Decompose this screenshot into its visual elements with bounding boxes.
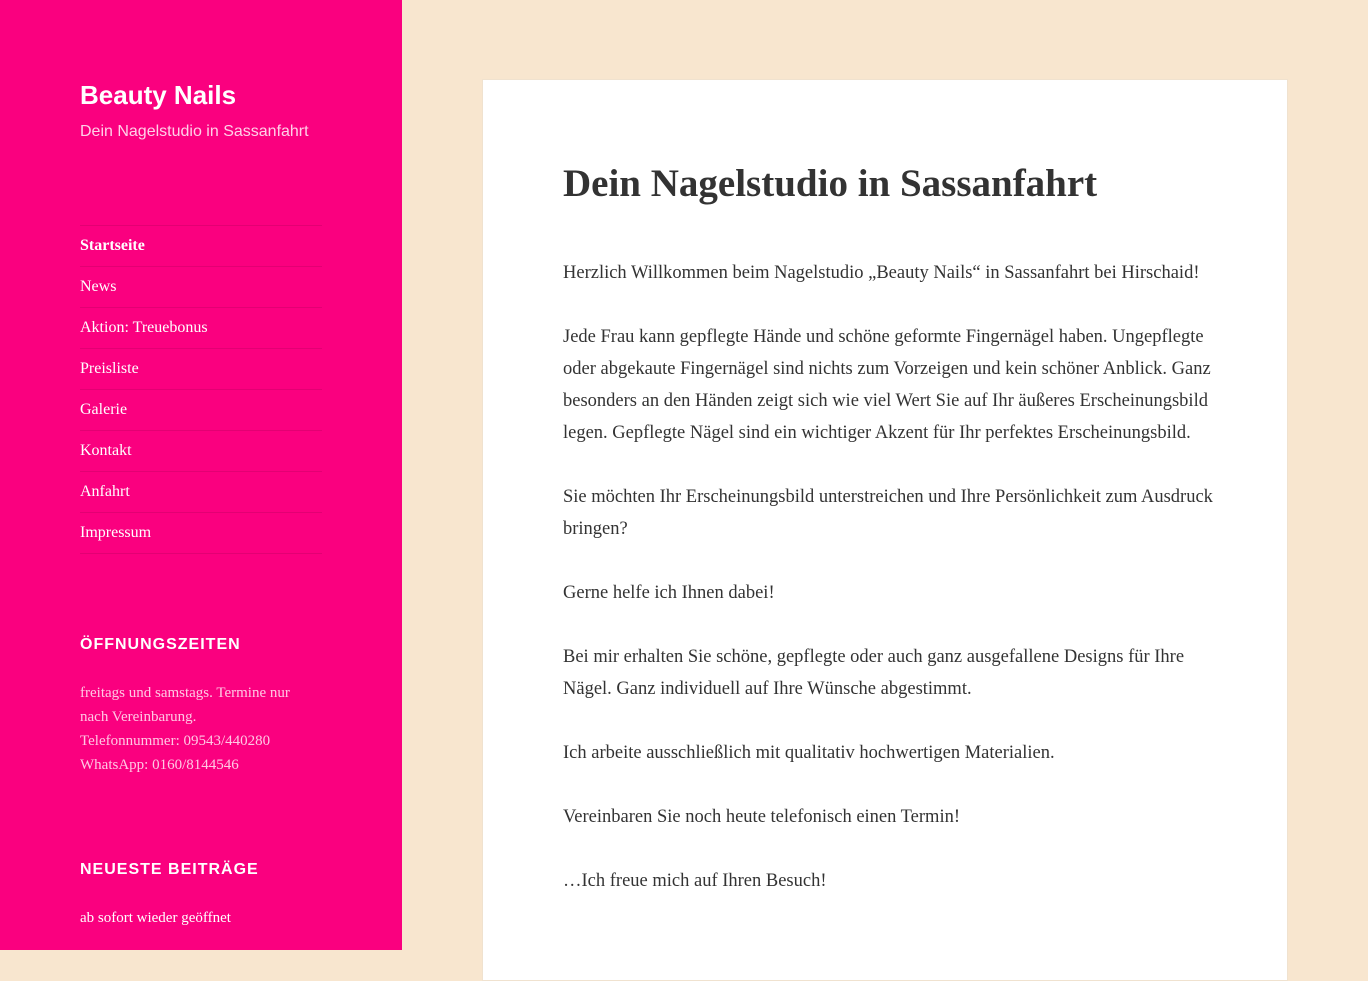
sidebar: [0, 0, 402, 950]
site-description: Dein Nagelstudio in Sassanfahrt: [80, 123, 309, 140]
article-paragraph: …Ich freue mich auf Ihren Besuch!: [563, 871, 827, 891]
nav-item-startseite[interactable]: Startseite: [80, 226, 322, 267]
opening-hours-text: [80, 681, 320, 777]
article-paragraph: Sie möchten Ihr Erscheinungsbild unterstreichen und Ihre Persönlichkeit zum Ausdruck bringen?: [563, 487, 1213, 539]
site-title[interactable]: Beauty Nails: [80, 80, 237, 110]
article-paragraph: Vereinbaren Sie noch heute telefonisch einen Termin!: [563, 807, 960, 827]
page-title: Dein Nagelstudio in Sassanfahrt: [563, 162, 1098, 205]
main-navigation: [80, 225, 322, 554]
whatsapp-number: WhatsApp: 0160/8144546: [80, 757, 239, 773]
article-paragraph: Bei mir erhalten Sie schöne, gepflegte oder auch ganz ausgefallene Designs für Ihre Nägel. Ganz individuell auf Ihre Wünsche abgestimmt.: [563, 647, 1185, 699]
opening-hours-line: freitags und samstags. Termine nur: [80, 685, 290, 701]
nav-item-galerie[interactable]: Galerie: [80, 390, 322, 431]
recent-post-link[interactable]: ab sofort wieder geöffnet: [80, 910, 231, 926]
nav-item-kontakt[interactable]: Kontakt: [80, 431, 322, 472]
phone-number: Telefonnummer: 09543/440280: [80, 733, 271, 749]
main-article: [482, 79, 1288, 981]
article-paragraph: Jede Frau kann gepflegte Hände und schöne geformte Fingernägel haben. Ungepflegte oder abgekaute Fingernägel sind nichts zum Vorzeigen und kein schöner Anblick. Ganz besonders an den Händen zeigt sich wie viel Wert Sie auf Ihr äußeres Erscheinungsbild legen. Gepflegte Nägel sind ein wichtiger Akzent für Ihr perfektes Erscheinungsbild.: [563, 327, 1211, 443]
nav-item-aktion-treuebonus[interactable]: Aktion: Treuebonus: [80, 308, 322, 349]
nav-item-anfahrt[interactable]: Anfahrt: [80, 472, 322, 513]
article-content: [563, 257, 1213, 929]
nav-item-impressum[interactable]: Impressum: [80, 513, 322, 554]
nav-item-preisliste[interactable]: Preisliste: [80, 349, 322, 390]
nav-item-news[interactable]: News: [80, 267, 322, 308]
widget-title-opening-hours: ÖFFNUNGSZEITEN: [80, 636, 241, 653]
widget-title-recent-posts: NEUESTE BEITRÄGE: [80, 861, 259, 878]
article-paragraph: Herzlich Willkommen beim Nagelstudio „Beauty Nails“ in Sassanfahrt bei Hirschaid!: [563, 263, 1200, 283]
article-paragraph: Gerne helfe ich Ihnen dabei!: [563, 583, 775, 603]
opening-hours-line: nach Vereinbarung.: [80, 709, 197, 725]
article-paragraph: Ich arbeite ausschließlich mit qualitativ hochwertigen Materialien.: [563, 743, 1055, 763]
